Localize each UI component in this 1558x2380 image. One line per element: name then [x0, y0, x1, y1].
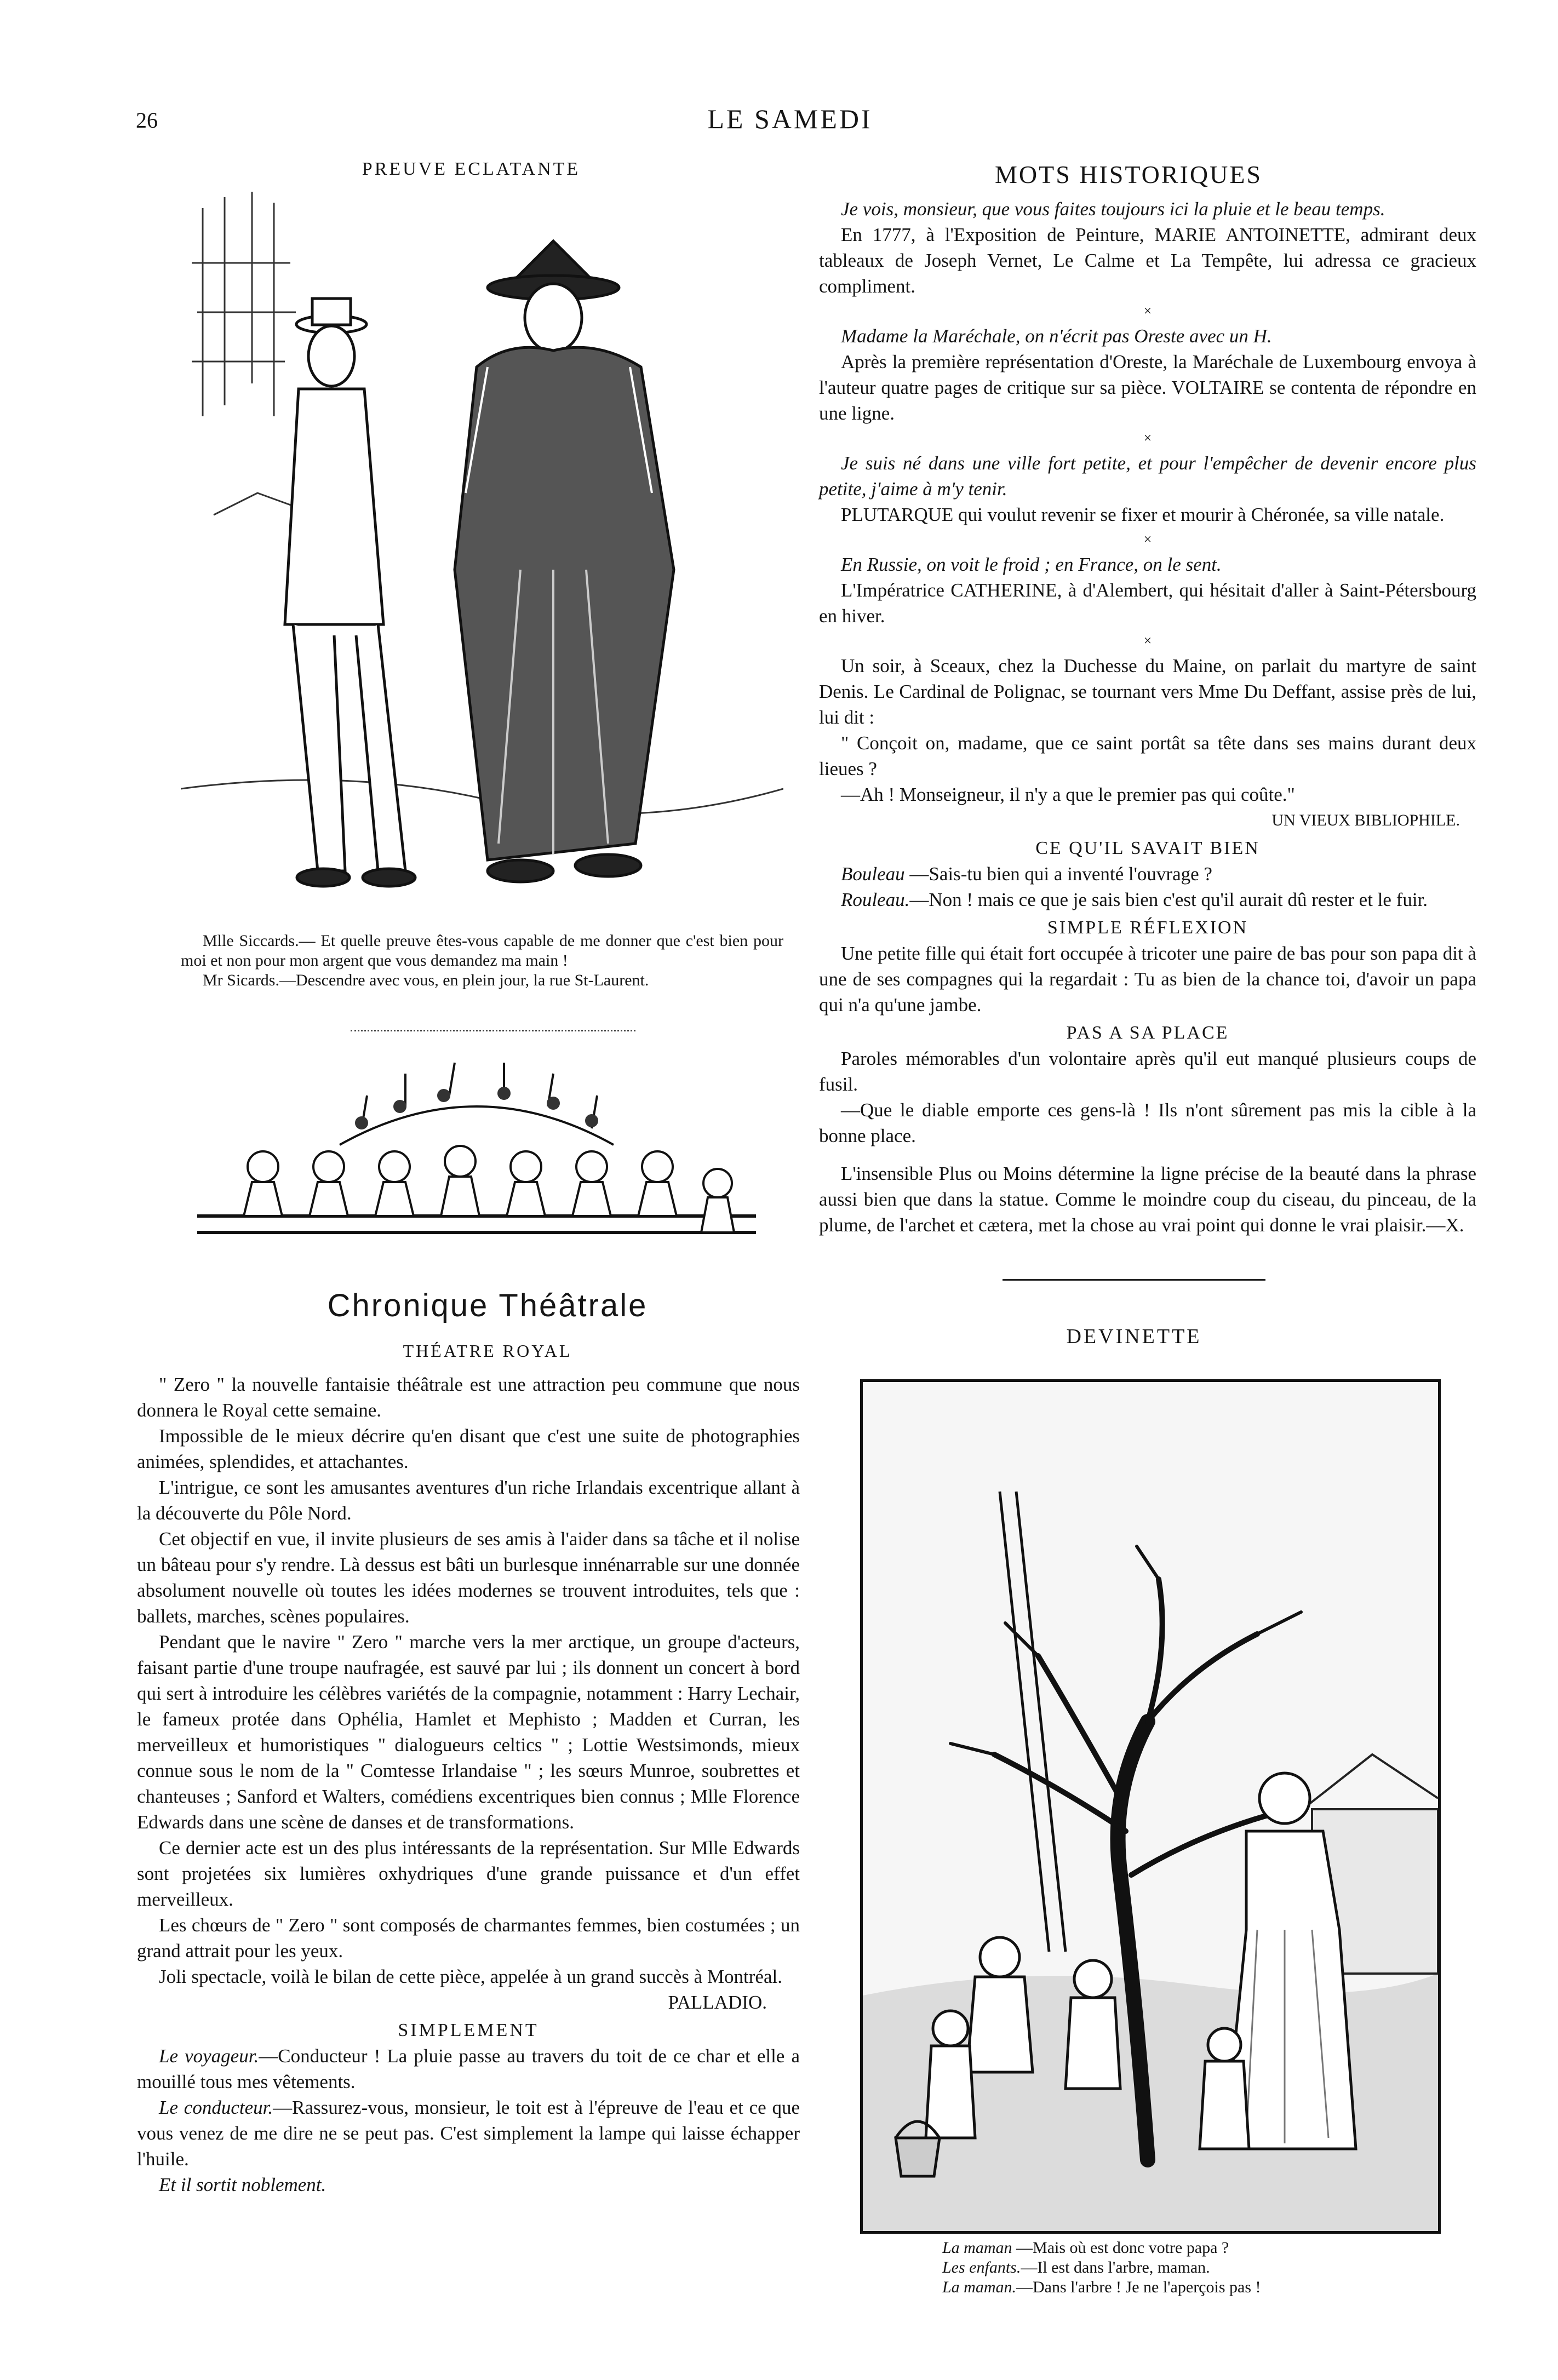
dialogue-text: —Non ! mais ce que je sais bien c'est qu'il aurait dû rester et le fuir.: [909, 889, 1428, 910]
chronique-paragraph: " Zero " la nouvelle fantaisie théâtrale est une attraction peu commune que nous donnera le Royal cette semaine.: [137, 1374, 800, 1421]
journal-title: LE SAMEDI: [707, 104, 873, 134]
caption-line: Mr Sicards.—Descendre avec vous, en plein jour, la rue St-Laurent.: [203, 971, 649, 989]
anecdote-paragraph: —Ah ! Monseigneur, il n'y a que le premier pas qui coûte.": [841, 784, 1295, 805]
speaker: La maman.: [942, 2278, 1017, 2296]
insensible-text: L'insensible Plus ou Moins détermine la ligne précise de la beauté dans la phrase aussi bien que dans la statue. Comme le moindre coup du ciseau, du pinceau, de la plume, de l'archet et cætera, met la chose au vrai point qui donne le vrai plaisir.—X.: [819, 1163, 1476, 1236]
place-title: PAS A SA PLACE: [1066, 1023, 1229, 1043]
separator: ×: [1143, 531, 1152, 547]
chronique-body: [137, 1372, 800, 2198]
page-number: 26: [136, 108, 158, 133]
simplement-line: [137, 2095, 800, 2172]
dialogue-text: —Conducteur ! La pluie passe au travers du toit de ce char et elle a mouillé tous mes vêtements.: [137, 2045, 800, 2092]
caption-line: [942, 2238, 1435, 2258]
dialogue-text: —Mais où est donc votre papa ?: [1016, 2239, 1229, 2257]
dialogue-text: —Sais-tu bien qui a inventé l'ouvrage ?: [909, 863, 1212, 885]
separator: ×: [1143, 303, 1152, 319]
chronique-title: Chronique Théâtrale: [327, 1288, 648, 1323]
mot-quote: [819, 196, 1476, 222]
devinette-illustration: [860, 1379, 1441, 2234]
speaker: Bouleau: [841, 863, 905, 885]
mot-quote-text: Je vois, monsieur, que vous faites toujours ici la pluie et le beau temps.: [841, 198, 1385, 220]
mot-quote-text: En Russie, on voit le froid ; en France, on le sent.: [841, 554, 1222, 575]
dialogue-text: —Dans l'arbre ! Je ne l'aperçois pas !: [1016, 2278, 1261, 2296]
caption-line: [942, 2258, 1435, 2278]
mot-text: Après la première représentation d'Oreste, la Maréchale de Luxembourg envoya à l'auteur quatre pages de critique sur sa pièce. VOLTAIRE se contenta de répondre en une ligne.: [819, 351, 1476, 424]
mot-text: En 1777, à l'Exposition de Peinture, MARIE ANTOINETTE, admirant deux tableaux de Joseph Vernet, Le Calme et La Tempête, lui adressa ce gracieux compliment.: [819, 224, 1476, 297]
children-banner-illustration: [197, 1057, 756, 1265]
mots-section: [819, 196, 1476, 1238]
simple-text: Une petite fille qui était fort occupée à tricoter une paire de bas pour son papa dit à une de ses compagnes qui la regardait : Tu as bien de la chance toi, d'avoir un papa qui n'a qu'une jambe.: [819, 943, 1476, 1016]
chronique-paragraph: Pendant que le navire " Zero " marche vers la mer arctique, un groupe d'acteurs, faisant partie d'une troupe naufragée, est sauvé par lui ; ils donnent un concert à bord qui sert à introduire les célèbres variétés de la compagnie, notamment : Harry Lechair, le fameux protée dans Ophélia, Hamlet et Mephisto ; Madden et Curran, les merveilleux et humoristiques " dialogueurs celtics " ; Lottie Westsimonds, mieux connue sous le nom de la " Comtesse Irlandaise " ; les sœurs Munroe, soubrettes et chanteuses ; Sanford et Walters, comédiens excentriques bien connus ; Mlle Florence Edwards dans une scène de danses et de transformations.: [137, 1631, 800, 1833]
dotted-rule: [351, 1030, 635, 1031]
savait-line: [819, 887, 1476, 913]
speaker: La maman: [942, 2239, 1012, 2257]
section-rule: [1003, 1279, 1265, 1281]
mot-text: PLUTARQUE qui voulut revenir se fixer et mourir à Chéronée, sa ville natale.: [841, 504, 1445, 525]
simple-title: SIMPLE RÉFLEXION: [1047, 917, 1248, 938]
chronique-paragraph: L'intrigue, ce sont les amusantes aventures d'un riche Irlandais excentrique allant à la découverte du Pôle Nord.: [137, 1477, 800, 1524]
separator: ×: [1143, 633, 1152, 649]
caption-line: Mlle Siccards.— Et quelle preuve êtes-vous capable de me donner que c'est bien pour moi et non pour mon argent que vous demandez ma main !: [181, 932, 783, 970]
anecdote-paragraph: " Conçoit on, madame, que ce saint portât sa tête dans ses mains durant deux lieues ?: [819, 732, 1476, 779]
simplement-end: [137, 2172, 800, 2198]
separator: ×: [1143, 430, 1152, 446]
chronique-paragraph: Cet objectif en vue, il invite plusieurs de ses amis à l'aider dans sa tâche et il nolise un bâteau pour s'y rendre. Là dessus est bâti un burlesque innénarrable sur une donnée absolument nouvelle où toutes les idées modernes se trouvent introduites, tels que : ballets, marches, scènes populaires.: [137, 1528, 800, 1627]
simplement-end-text: Et il sortit noblement.: [159, 2174, 327, 2195]
cartoon-caption: [181, 931, 783, 990]
simplement-line: [137, 2043, 800, 2095]
dialogue-text: —Il est dans l'arbre, maman.: [1021, 2258, 1210, 2276]
caption-line: [942, 2278, 1435, 2297]
mot-quote: [819, 552, 1476, 577]
mot-text: L'Impératrice CATHERINE, à d'Alembert, qui hésitait d'aller à Saint-Pétersbourg en hiver.: [819, 580, 1476, 627]
place-paragraph: Paroles mémorables d'un volontaire après qu'il eut manqué plusieurs coups de fusil.: [819, 1048, 1476, 1095]
speaker: Le conducteur.: [159, 2097, 273, 2118]
chronique-subtitle: THÉATRE ROYAL: [403, 1341, 572, 1361]
chronique-paragraph: Les chœurs de " Zero " sont composés de charmantes femmes, bien costumées ; un grand attrait pour les yeux.: [137, 1914, 800, 1962]
simplement-title: SIMPLEMENT: [398, 2020, 539, 2040]
cartoon-title: PREUVE ECLATANTE: [362, 159, 581, 179]
chronique-paragraph: Ce dernier acte est un des plus intéressants de la représentation. Sur Mlle Edwards sont projetées six lumières oxhydriques d'une grande puissance et d'un effet merveilleux.: [137, 1837, 800, 1910]
place-paragraph: —Que le diable emporte ces gens-là ! Ils n'ont sûrement pas mis la cible à la bonne place.: [819, 1099, 1476, 1146]
mot-quote: [819, 450, 1476, 502]
speaker: Le voyageur.: [159, 2045, 259, 2067]
dialogue-text: —Rassurez-vous, monsieur, le toit est à l'épreuve de l'eau et ce que vous venez de me dire ne se peut pas. C'est simplement la lampe qui laisse échapper l'huile.: [137, 2097, 800, 2170]
speaker: Rouleau.: [841, 889, 910, 910]
chronique-paragraph: Impossible de le mieux décrire qu'en disant que c'est une suite de photographies animées, splendides, et attachantes.: [137, 1425, 800, 1472]
mots-title: MOTS HISTORIQUES: [994, 160, 1263, 188]
anecdote-paragraph: Un soir, à Sceaux, chez la Duchesse du Maine, on parlait du martyre de saint Denis. Le Cardinal de Polignac, se tournant vers Mme Du Deffant, assise près de lui, lui dit :: [819, 655, 1476, 728]
chronique-paragraph: Joli spectacle, voilà le bilan de cette pièce, appelée à un grand succès à Montréal.: [159, 1966, 782, 1987]
savait-line: [819, 861, 1476, 887]
chronique-signature: PALLADIO.: [668, 1992, 767, 2013]
devinette-title: DEVINETTE: [1066, 1325, 1202, 1348]
anecdote-signature: UN VIEUX BIBLIOPHILE.: [1271, 811, 1460, 829]
mot-quote: [819, 323, 1476, 349]
savait-title: CE QU'IL SAVAIT BIEN: [1035, 838, 1260, 858]
devinette-caption: [942, 2238, 1435, 2297]
mot-quote-text: Madame la Maréchale, on n'écrit pas Oreste avec un H.: [841, 325, 1272, 347]
cartoon-illustration: [181, 186, 783, 920]
speaker: Les enfants.: [942, 2258, 1021, 2276]
mot-quote-text: Je suis né dans une ville fort petite, et pour l'empêcher de devenir encore plus petite, j'aime à m'y tenir.: [819, 452, 1476, 500]
